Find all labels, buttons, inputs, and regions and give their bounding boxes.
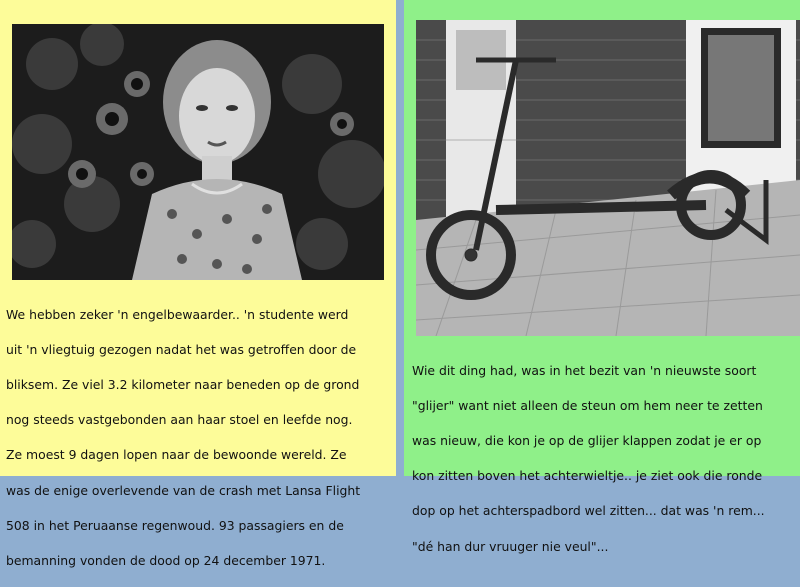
caption-line: bemanning vonden de dood op 24 december 1971. [6,552,326,568]
caption-line: nog steeds vastgebonden aan haar stoel en leefde nog. [6,412,353,428]
scooter-photo [416,20,800,336]
scooter-story-caption [412,344,800,573]
caption-line: Ze moest 9 dagen lopen naar de bewoonde wereld. Ze [6,447,347,463]
caption-line: bliksem. Ze viel 3.2 kilometer naar beneden op de grond [6,376,360,392]
scooter-image [416,20,800,336]
caption-line: was de enige overlevende van de crash met Lansa Flight [6,482,361,498]
caption-line: "glijer" want niet alleen de steun om hem neer te zetten [412,397,763,413]
caption-line: "dé han dur vruuger nie veul"... [412,538,609,554]
right-panel [404,0,800,554]
caption-line: Wie dit ding had, was in het bezit van 'n nieuwste soort [412,362,757,378]
caption-line: uit 'n vliegtuig gezogen nadat het was getroffen door de [6,341,357,357]
caption-line: dop op het achterspadbord wel zitten... dat was 'n rem... [412,503,765,519]
crash-story-caption [6,288,394,587]
caption-line: was nieuw, die kon je op de glijer klappen zodat je er op [412,432,762,448]
caption-line: kon zitten boven het achterwieltje.. je ziet ook die ronde [412,468,763,484]
left-panel [0,0,396,568]
caption-line: 508 in het Peruaanse regenwoud. 93 passagiers en de [6,517,344,533]
caption-line: We hebben zeker 'n engelbewaarder.. 'n studente werd [6,306,349,322]
portrait-image [12,24,384,280]
portrait-photo [12,24,384,280]
